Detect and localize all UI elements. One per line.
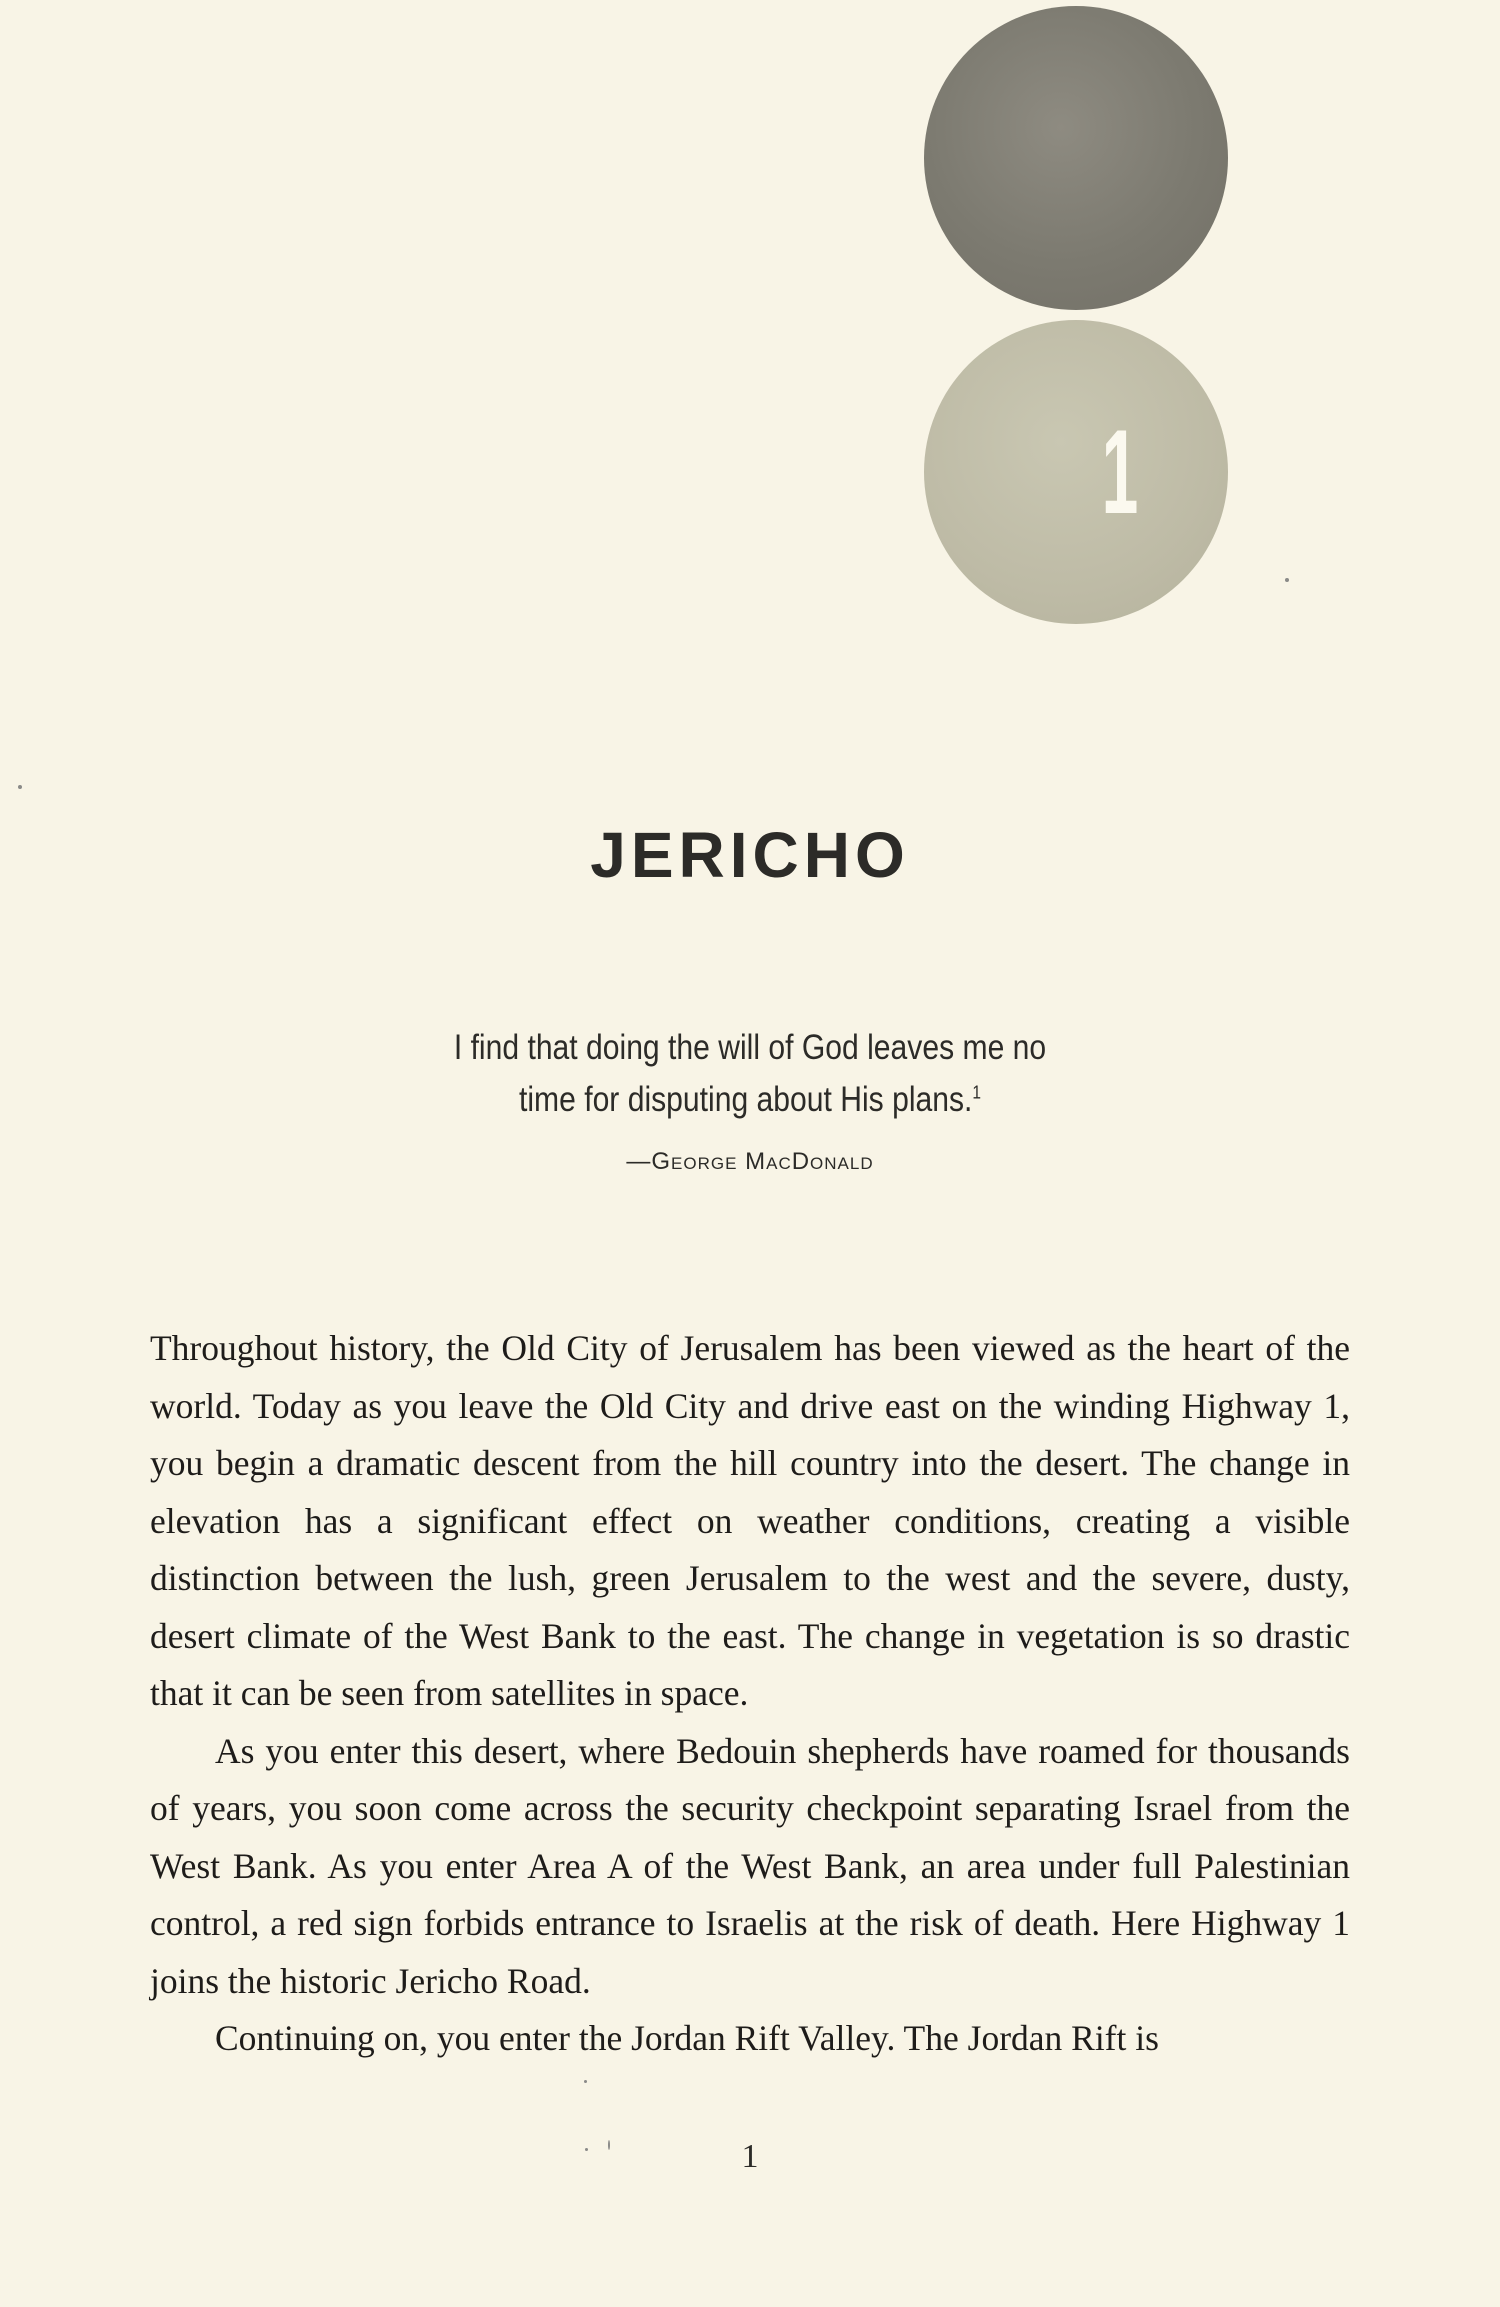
- body-paragraph-1: Throughout history, the Old City of Jerusalem has been viewed as the heart of the world. Today as you leave the Old City and drive east on the winding Highway 1, you begin a dramatic descent from the hill country into the desert. The change in elevation has a significant effect on weather conditions, creating a visible distinction between the lush, green Jerusalem to the west and the severe, dusty, desert climate of the West Bank to the east. The change in vegetation is so drastic that it can be seen from satellites in space.: [150, 1328, 1350, 1713]
- epigraph-line-1: I find that doing the will of God leaves me no: [453, 1028, 1047, 1067]
- epigraph-line-2: time for disputing about His plans.$^1$: [518, 1080, 982, 1119]
- epigraph-attribution: —George MacDonald: [626, 1148, 874, 1175]
- body-text: [150, 1320, 1350, 2068]
- scan-speck: [1285, 578, 1289, 582]
- page-number: 1: [741, 2138, 759, 2175]
- body-paragraph-2: As you enter this desert, where Bedouin shepherds have roamed for thousands of years, you soon come across the security checkpoint separating Israel from the West Bank. As you enter Area A of the West Bank, an area under full Palestinian control, a red sign forbids entrance to Israelis at the risk of death. Here Highway 1 joins the historic Jericho Road.: [150, 1730, 1350, 2001]
- chapter-number: 1: [1101, 405, 1139, 539]
- epigraph: [350, 1022, 1150, 1126]
- scan-speck: [18, 785, 22, 789]
- scan-speck: [585, 2148, 588, 2151]
- scan-speck: [608, 2140, 610, 2150]
- chapter-title: JERICHO: [590, 819, 910, 891]
- scan-speck: [584, 2080, 587, 2083]
- body-paragraph-3: Continuing on, you enter the Jordan Rift Valley. The Jordan Rift is: [215, 2018, 1159, 2058]
- decorative-circle-dark: [924, 6, 1228, 310]
- footnote-marker: 1: [972, 1082, 982, 1103]
